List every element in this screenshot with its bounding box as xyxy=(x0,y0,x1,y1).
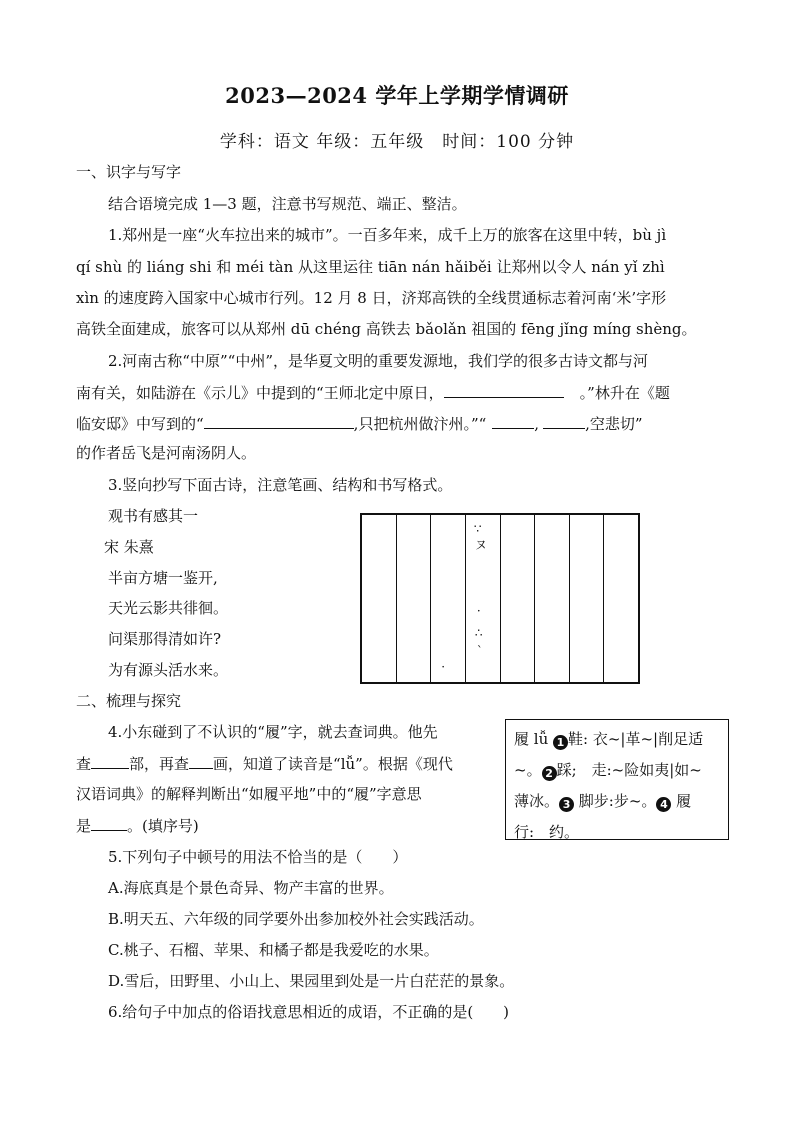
poem-line: 半亩方塘一鉴开, xyxy=(108,569,218,587)
q4-text-2a: 查 xyxy=(76,755,92,773)
writing-column[interactable] xyxy=(535,515,570,682)
q2-text-3a: 临安邸》中写到的“ xyxy=(76,415,204,433)
writing-column[interactable] xyxy=(431,515,466,682)
q4-text-4b: 。(填序号) xyxy=(127,817,199,835)
poem-line: 为有源头活水来。 xyxy=(108,661,229,679)
writing-column[interactable] xyxy=(570,515,605,682)
q1-line-4: 高铁全面建成，旅客可以从郑州 dū chéng 高铁去 bǎolǎn 祖国的 fēng jǐng míng shèng。 xyxy=(76,320,697,338)
answer-blank[interactable] xyxy=(444,382,564,398)
writing-column[interactable] xyxy=(466,515,501,682)
q6-prompt: 6.给句子中加点的俗语找意思相近的成语，不正确的是( ) xyxy=(108,1003,510,1021)
answer-blank[interactable] xyxy=(543,413,585,429)
ink-mark: · xyxy=(441,660,446,674)
q1-line-2: qí shù 的 liáng shi 和 méi tàn 从这里运往 tiān nán hǎiběi 让郑州以令人 nán yǐ zhì xyxy=(76,258,665,276)
page-subtitle: 学科：语文 年级：五年级 时间：100 分钟 xyxy=(219,132,575,152)
poem-line: 天光云影共徘徊。 xyxy=(108,599,229,617)
writing-column[interactable] xyxy=(604,515,638,682)
answer-blank[interactable] xyxy=(91,753,129,769)
poem-line: 问渠那得清如许? xyxy=(108,630,222,648)
q5-option-c[interactable]: C.桃子、石榴、苹果、和橘子都是我爱吃的水果。 xyxy=(108,941,439,959)
poem-author: 宋 朱熹 xyxy=(104,538,154,556)
section1-heading: 一、识字与写字 xyxy=(76,163,182,181)
q2-line-1: 2.河南古称“中原”“中州”，是华夏文明的重要发源地，我们学的很多古诗文都与河 xyxy=(108,352,648,370)
ink-mark: ˋ xyxy=(476,644,483,658)
q2-text-3b: ,只把杭州做汴州。”“ xyxy=(353,415,487,433)
q4-text-2c: 画，知道了读音是“lǚ”。根据《现代 xyxy=(213,755,453,773)
q2-line-2 xyxy=(76,382,670,403)
poem-title: 观书有感其一 xyxy=(108,507,199,525)
q2-line-3 xyxy=(76,413,643,434)
q3-prompt: 3.竖向抄写下面古诗，注意笔画、结构和书写格式。 xyxy=(108,476,453,494)
dict-row xyxy=(514,786,720,817)
circled-number: 4 xyxy=(656,797,671,812)
dict-text: 脚步:步~。 xyxy=(574,792,657,810)
circled-number: 3 xyxy=(559,797,574,812)
dict-row xyxy=(514,755,720,786)
q2-text-3d: ,空悲切” xyxy=(585,415,643,433)
answer-blank[interactable] xyxy=(91,815,127,831)
q5-option-b[interactable]: B.明天五、六年级的同学要外出参加校外社会实践活动。 xyxy=(108,910,484,928)
q2-text-2b: 。”林升在《题 xyxy=(579,384,670,402)
page-title: 2023—2024 学年上学期学情调研 xyxy=(225,83,569,108)
q2-text-2a: 南有关，如陆游在《示儿》中提到的“王师北定中原日， xyxy=(76,384,444,402)
ink-mark: ∴ xyxy=(474,626,483,640)
answer-blank[interactable] xyxy=(189,753,213,769)
q4-line-1: 4.小东碰到了不认识的“履”字，就去查词典。他先 xyxy=(108,723,438,741)
q4-text-4a: 是 xyxy=(76,817,92,835)
section2-heading: 二、梳理与探究 xyxy=(76,692,182,710)
dictionary-entry-box xyxy=(505,719,729,840)
answer-blank[interactable] xyxy=(204,413,354,429)
q2-text-3c: , xyxy=(534,415,540,433)
writing-column[interactable] xyxy=(397,515,432,682)
answer-blank[interactable] xyxy=(492,413,534,429)
dict-text: 鞋: 衣~|革~|削足适 xyxy=(568,730,704,748)
ink-mark: ヌ xyxy=(474,538,487,552)
dict-text: 踩; 走:~险如夷|如~ xyxy=(556,761,702,779)
dict-text: 履 xyxy=(671,792,692,810)
circled-number: 1 xyxy=(553,735,568,750)
ink-mark: ∵ xyxy=(473,522,482,536)
q5-option-a[interactable]: A.海底真是个景色奇异、物产丰富的世界。 xyxy=(108,879,394,897)
circled-number: 2 xyxy=(542,766,557,781)
q4-line-2 xyxy=(76,753,453,774)
writing-column[interactable] xyxy=(501,515,536,682)
q4-text-2b: 部，再查 xyxy=(129,755,190,773)
q4-line-3: 汉语词典》的解释判断出“如履平地”中的“履”字意思 xyxy=(76,785,422,803)
writing-column[interactable] xyxy=(362,515,397,682)
section1-intro: 结合语境完成 1—3 题，注意书写规范、端正、整洁。 xyxy=(108,195,467,213)
q5-option-d[interactable]: D.雪后，田野里、小山上、果园里到处是一片白茫茫的景象。 xyxy=(108,972,515,990)
dict-headword: 履 lǚ xyxy=(514,730,553,748)
writing-grid[interactable] xyxy=(360,513,640,684)
q2-line-4: 的作者岳飞是河南汤阴人。 xyxy=(76,444,257,462)
dict-text: 薄冰。 xyxy=(514,792,560,810)
q5-prompt: 5.下列句子中顿号的用法不恰当的是（ ） xyxy=(108,848,408,866)
q1-line-3: xìn 的速度跨入国家中心城市行列。12 月 8 日，济郑高铁的全线贯通标志着河南‘米’字形 xyxy=(76,289,667,307)
dict-text: ~。 xyxy=(514,761,542,779)
dict-row: 行: 约。 xyxy=(514,823,580,841)
q4-line-4 xyxy=(76,815,199,836)
dict-row xyxy=(514,724,720,755)
ink-mark: · xyxy=(476,604,481,618)
q1-line-1: 1.郑州是一座“火车拉出来的城市”。一百多年来，成千上万的旅客在这里中转，bù jì xyxy=(108,226,667,244)
